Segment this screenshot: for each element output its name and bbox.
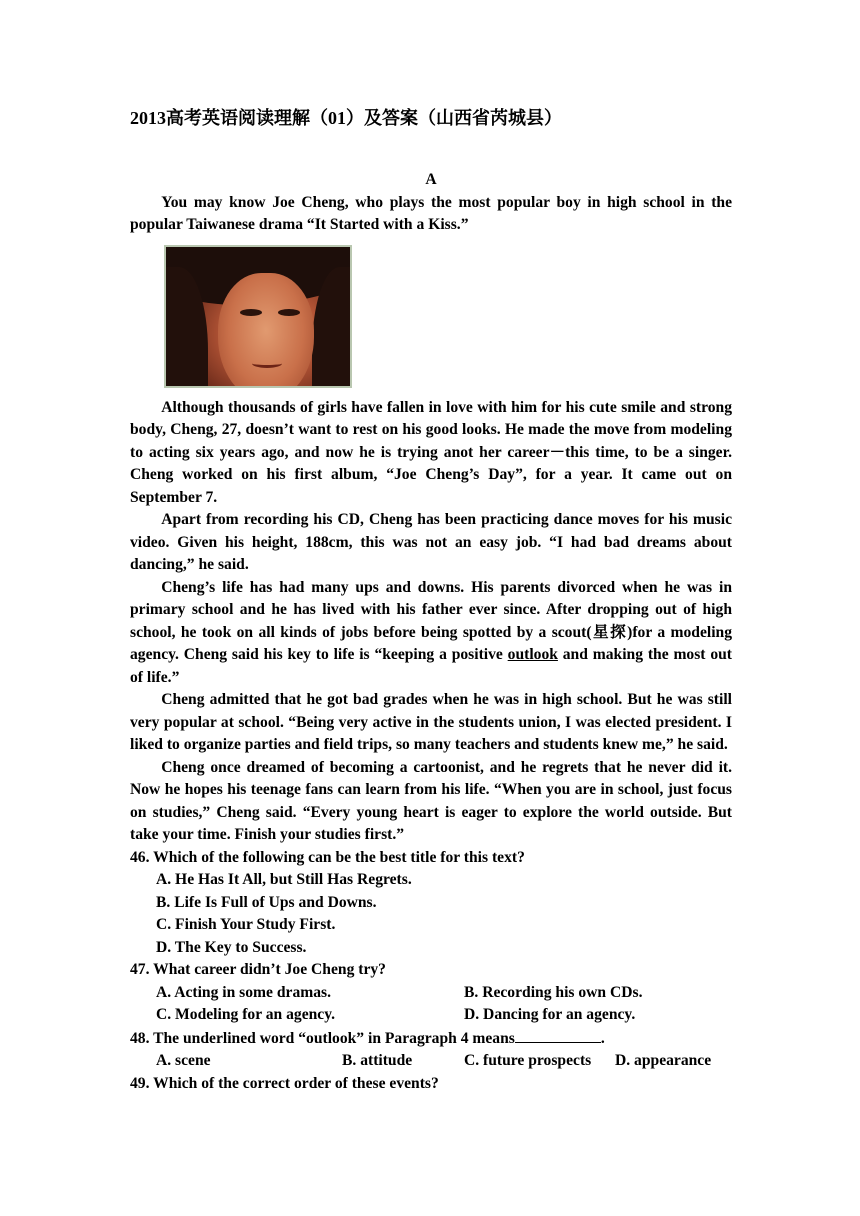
question-46-option-d: D. The Key to Success.	[156, 938, 307, 956]
question-47-options-row-1	[130, 982, 732, 1005]
document-body	[130, 169, 732, 1095]
paragraph-3-text-b: and making the most out of life.”	[130, 646, 732, 686]
question-48-option-a: A. scene	[156, 1052, 211, 1069]
section-heading: A	[425, 171, 437, 188]
question-48-option-d: D. appearance	[615, 1052, 712, 1069]
question-47-option-a: A. Acting in some dramas.	[156, 983, 331, 1001]
question-47-options-row-2	[130, 1004, 732, 1027]
paragraph-4: Cheng admitted that he got bad grades when he was in high school. But he was still very popular at school. “Being very active in the students union, I was elected president. I liked to organize parties and field trips, so many teachers and students knew me,” he said.	[130, 691, 732, 753]
question-48-end: .	[600, 1029, 605, 1047]
paragraph-1: Although thousands of girls have fallen in love with him for his cute smile and strong body, Cheng, 27, doesn’t want to rest on his good looks. He made the move from modeling to acting six years ago, and now he is trying anot her career－this time, to be a singer. Cheng worked on his first album, “Joe Cheng’s Day”, for a year. It came out on September 7.	[130, 398, 732, 506]
question-46-option-a: A. He Has It All, but Still Has Regrets.	[156, 871, 412, 888]
question-47-option-d: D. Dancing for an agency.	[464, 1006, 636, 1023]
question-48-options-row	[130, 1050, 732, 1073]
answer-blank	[515, 1027, 601, 1043]
question-48-option-c: C. future prospects	[464, 1052, 592, 1069]
question-49: 49. Which of the correct order of these events?	[130, 1074, 439, 1092]
paragraph-3-text-a: Cheng’s life has had many ups and downs. His parents divorced when he was in primary school and he has lived with his father ever since. After dropping out of high school, he took on all kinds of jobs before being spotted by a scout(星探)for a modeling agency. Cheng said his key to life is “keeping a positive	[130, 578, 732, 663]
question-47: 47. What career didn’t Joe Cheng try?	[130, 961, 386, 978]
intro-paragraph: You may know Joe Cheng, who plays the most popular boy in high school in the popular Taiwanese drama “It Started with a Kiss.”	[130, 193, 732, 233]
question-47-option-c: C. Modeling for an agency.	[156, 1006, 336, 1023]
question-48-text: 48. The underlined word “outlook” in Paragraph 4 means	[130, 1029, 515, 1047]
paragraph-5: Cheng once dreamed of becoming a cartoonist, and he regrets that he never did it. Now he hopes his teenage fans can learn from his life. “When you are in school, just focus on studies,” Cheng said. “Every young heart is eager to explore the world outside. But take your time. Finish your studies first.”	[130, 758, 732, 843]
portrait-photo	[164, 245, 352, 388]
question-48	[130, 1027, 732, 1051]
document-title: 2013高考英语阅读理解（01）及答案（山西省芮城县）	[130, 108, 562, 128]
question-47-option-b: B. Recording his own CDs.	[464, 983, 643, 1001]
paragraph-2: Apart from recording his CD, Cheng has been practicing dance moves for his music video. Given his height, 188cm, this was not an easy job. “I had bad dreams about dancing,” he said.	[130, 511, 732, 573]
question-46-option-b: B. Life Is Full of Ups and Downs.	[156, 893, 377, 911]
paragraph-3	[130, 577, 732, 690]
question-46-option-c: C. Finish Your Study First.	[156, 916, 336, 933]
question-48-option-b: B. attitude	[342, 1052, 413, 1069]
underlined-word-outlook: outlook	[507, 646, 558, 663]
question-46: 46. Which of the following can be the best title for this text?	[130, 848, 525, 866]
